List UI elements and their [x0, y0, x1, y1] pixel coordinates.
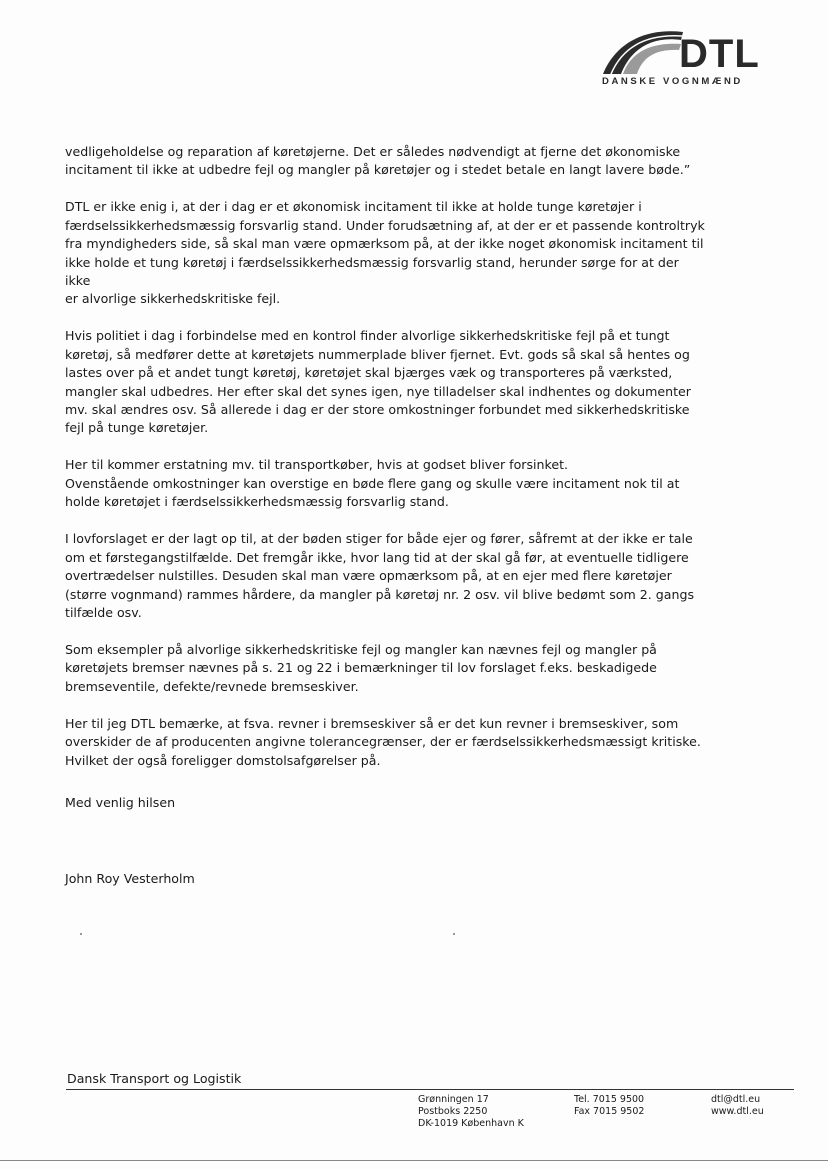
footer-address: Grønningen 17 Postboks 2250 DK-1019 København K	[418, 1094, 524, 1129]
paragraph: vedligeholdelse og reparation af køretøjerne. Det er således nødvendigt at fjerne det økonomiske incitament til ikke at udbedre fejl og mangler på køretøjer og i stedet betale en langt lavere bøde.”	[65, 144, 691, 178]
paragraph: Hvis politiet i dag i forbindelse med en kontrol finder alvorlige sikkerhedskritiske fejl på et tungt køretøj, så medfører dette at køretøjets nummerplade bliver fjernet. Evt. gods så skal så hentes og lastes over på et andet tungt køretøj, køretøjet skal bjærges væk og transporteres på værksted, mangler skal udbedres. Her efter skal det synes igen, nye tilladelser skal indhentes og dokumenter mv. skal ændres osv. Så allerede i dag er der store omkostninger forbundet med sikkerhedskritiske fejl på tunge køretøjer.	[65, 328, 691, 436]
signer-name: John Roy Vesterholm	[65, 871, 195, 886]
road-arc-logo-icon	[597, 24, 687, 76]
logo-wordmark: DTL	[679, 32, 760, 76]
footer-phone: Tel. 7015 9500 Fax 7015 9502	[574, 1094, 645, 1117]
letter-body	[65, 143, 705, 789]
paragraph: DTL er ikke enig i, at der i dag er et økonomisk incitament til ikke at holde tunge køretøjer i færdselssikkerhedsmæssig forsvarlig stand. Under forudsætning af, at der er et passende kontroltryk fra myndigheders side, så skal man være opmærksom på, at der ikke noget økonomisk incitament til ikke holde et tung køretøj i færdselssikkerhedsmæssig forsvarlig stand, herunder sørge for at der ikke er alvorlige sikkerhedskritiske fejl.	[65, 199, 705, 307]
footer-organization: Dansk Transport og Logistik	[67, 1071, 242, 1086]
dtl-logo	[597, 24, 777, 90]
paragraph: I lovforslaget er der lagt op til, at der bøden stiger for både ejer og fører, såfremt at der ikke er tale om et førstegangstilfælde. Det fremgår ikke, hvor lang tid at der skal gå før, at eventuelle tidligere overtrædelser nulstilles. Desuden skal man være opmærksom på, at en ejer med flere køretøjer (større vognmand) rammes hårdere, da mangler på køretøj nr. 2 osv. vil blive bedømt som 2. gangs tilfælde osv.	[65, 531, 695, 620]
paragraph: Som eksempler på alvorlige sikkerhedskritiske fejl og mangler kan nævnes fejl og mangler på køretøjets bremser nævnes på s. 21 og 22 i bemærkninger til lov forslaget f.eks. beskadigede bremseventile, defekte/revnede bremseskiver.	[65, 641, 657, 694]
closing-greeting: Med venlig hilsen	[65, 795, 176, 810]
logo-subtitle: DANSKE VOGNMÆND	[602, 76, 743, 87]
paragraph: Her til kommer erstatning mv. til transportkøber, hvis at godset bliver forsinket. Ovenstående omkostninger kan overstige en bøde flere gang og skulle være incitament nok til at holde køretøjet i færdselssikkerhedsmæssig forsvarlig stand.	[65, 457, 680, 510]
footer-web: dtl@dtl.eu www.dtl.eu	[711, 1094, 764, 1117]
page-bottom-edge	[0, 1160, 828, 1161]
scan-speck	[80, 933, 82, 935]
scan-speck	[453, 933, 455, 935]
footer-divider	[66, 1089, 794, 1090]
paragraph: Her til jeg DTL bemærke, at fsva. revner i bremseskiver så er det kun revner i bremseskiver, som overskider de af producenten angivne tolerancegrænser, der er færdselssikkerhedsmæssigt kritiske. Hvilket der også foreligger domstolsafgørelser på.	[65, 715, 701, 768]
